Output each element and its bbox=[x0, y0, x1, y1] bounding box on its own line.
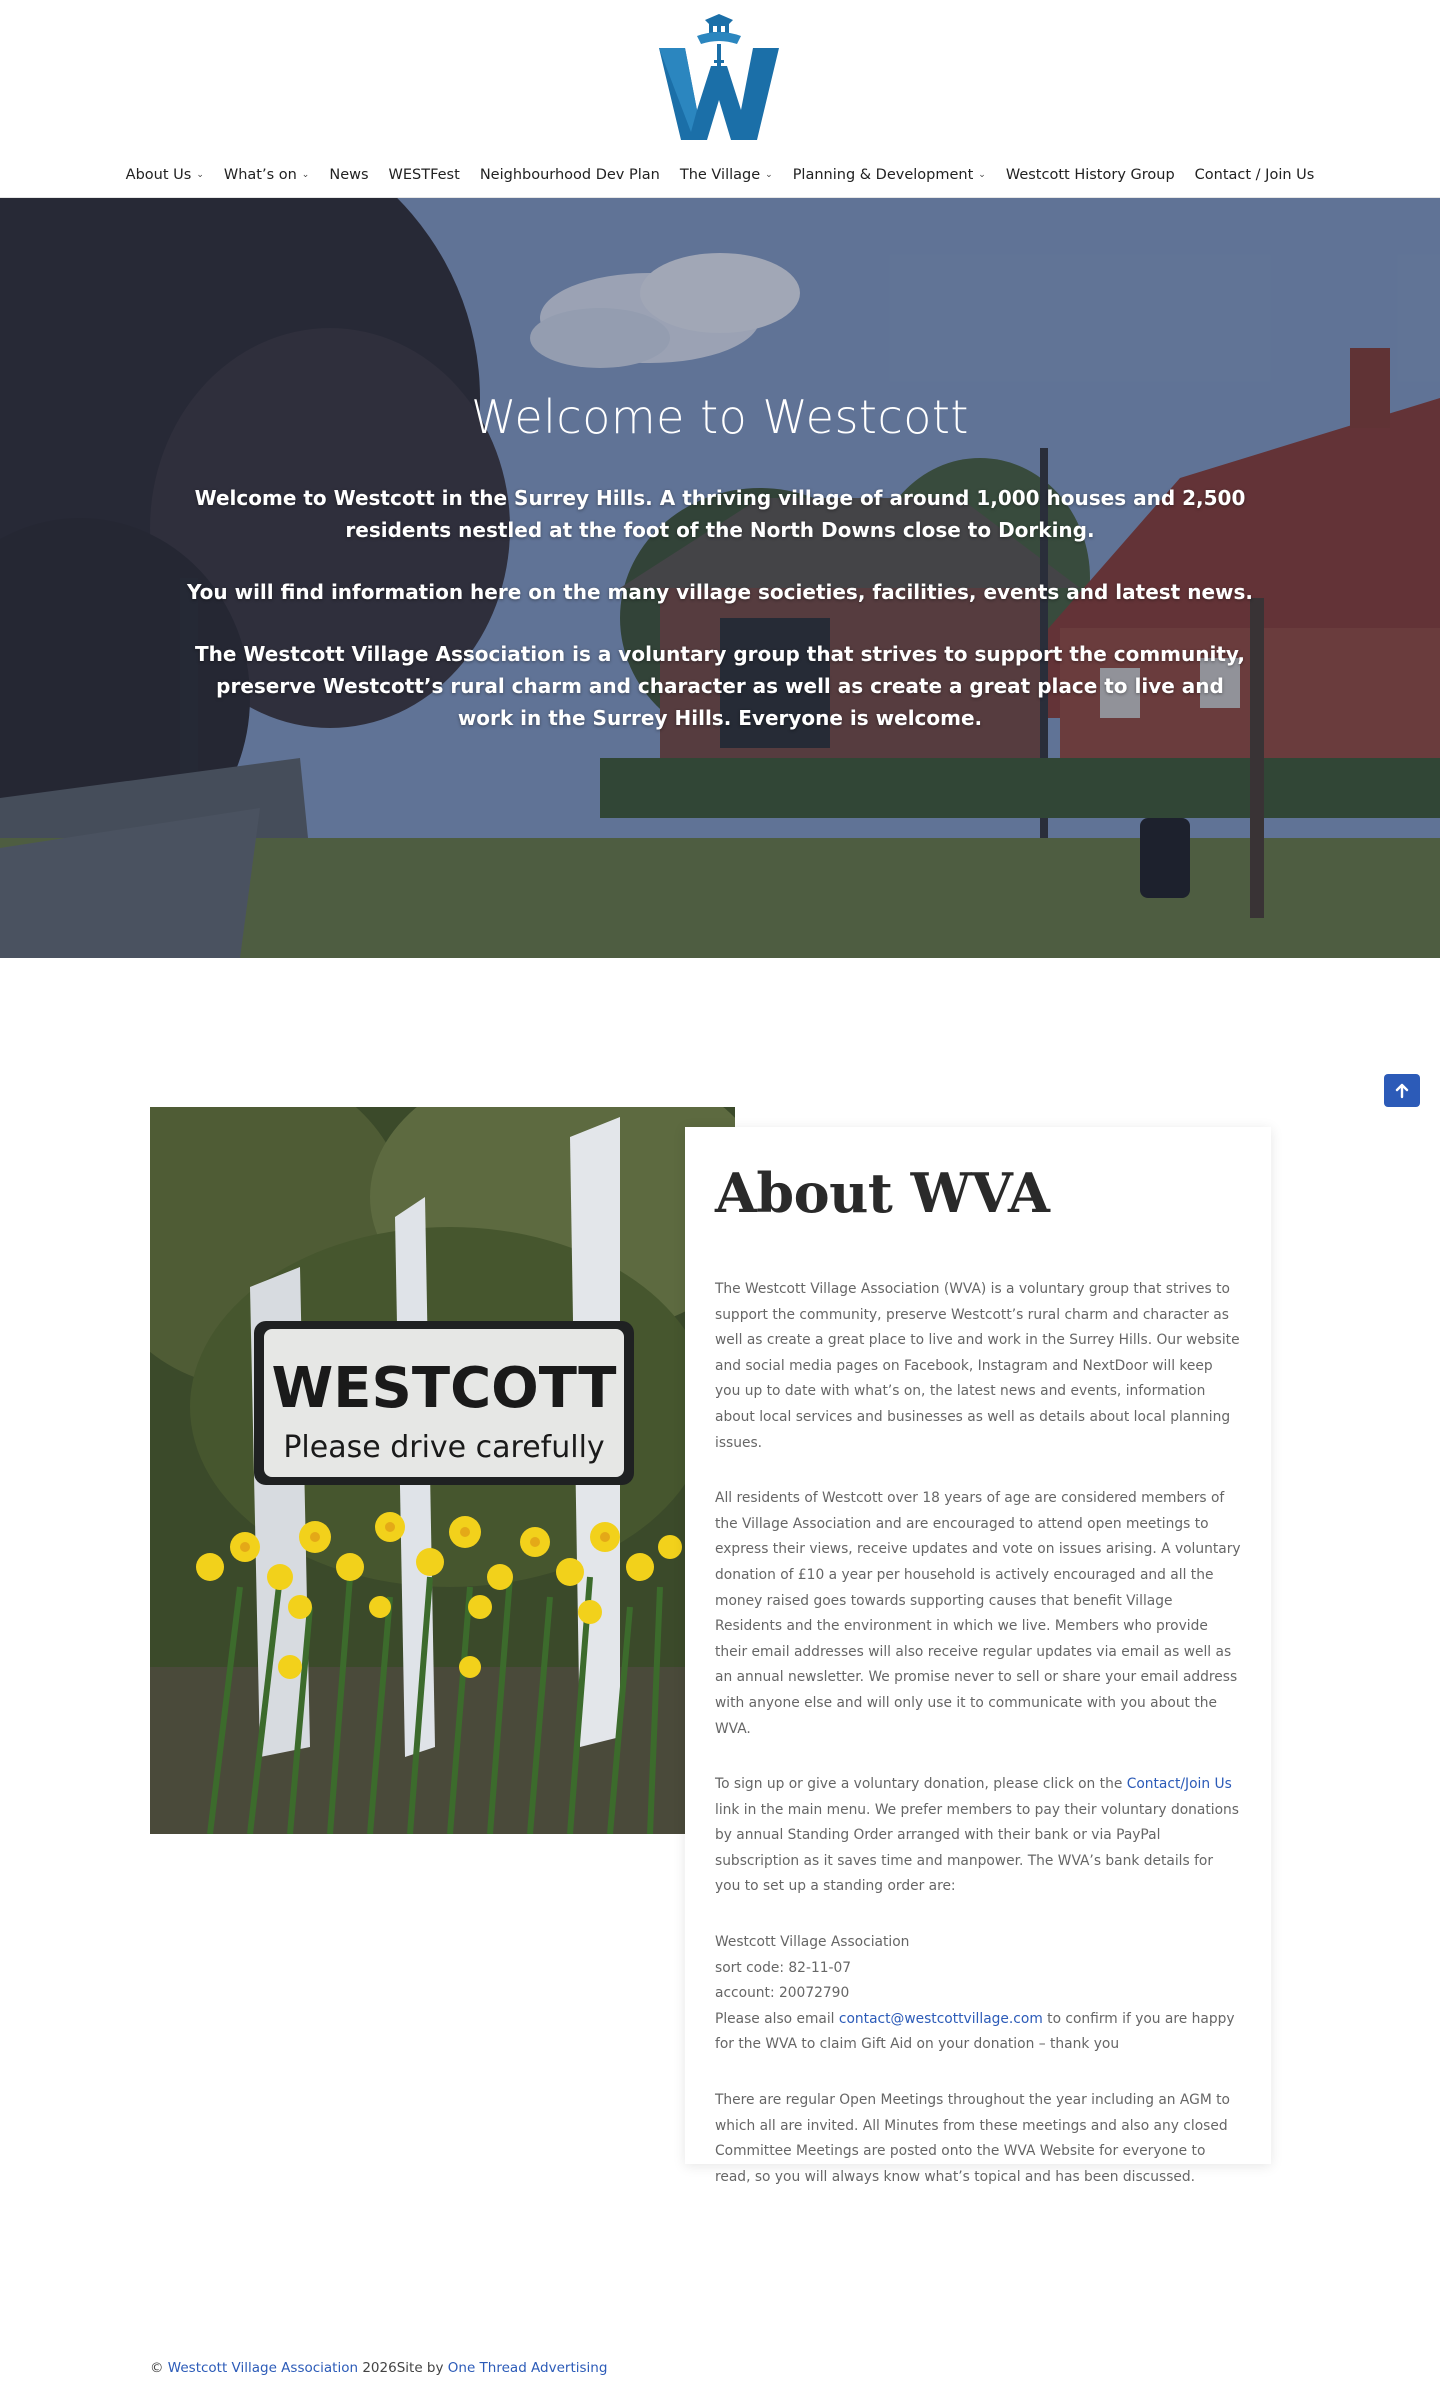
bank-details bbox=[715, 1930, 1241, 2058]
about-card bbox=[685, 1127, 1271, 2185]
site-header bbox=[0, 0, 1440, 198]
about-paragraph-3 bbox=[715, 1772, 1241, 1900]
westcott-sign-photo bbox=[150, 1107, 735, 1834]
footer-org-link[interactable]: Westcott Village Association bbox=[167, 2360, 359, 2376]
nav-item-label: News bbox=[329, 167, 369, 183]
footer-year-text: 2026Site by bbox=[362, 2360, 444, 2376]
scroll-to-top-button[interactable] bbox=[1384, 1074, 1420, 1107]
about-paragraph-2: All residents of Westcott over 18 years of age are considered members of the Village Association and are encouraged to attend open meetings to express their views, receive updates and vote on issues arising. A voluntary donation of £10 a year per household is actively encouraged and all the money raised goes towards supporting causes that benefit Village Residents and the environment in which we live. Members who provide their email addresses will also receive regular updates via email as well as an annual newsletter. We promise never to sell or share your email address with anyone else and will only use it to communicate with you about the WVA. bbox=[715, 1490, 1241, 1737]
about-paragraph-5: There are regular Open Meetings throughout the year including an AGM to which all are invited. All Minutes from these meetings and also any closed Committee Meetings are posted onto the WVA Website for everyone to read, so you will always know what’s topical and has been discussed. bbox=[715, 2092, 1230, 2185]
bank-name: Westcott Village Association bbox=[715, 1934, 910, 1951]
account-number: account: 20072790 bbox=[715, 1985, 850, 2002]
nav-item-about-us[interactable] bbox=[116, 162, 214, 188]
hero-banner bbox=[0, 198, 1440, 958]
chevron-down-icon: ⌄ bbox=[196, 170, 204, 180]
about-paragraph-1: The Westcott Village Association (WVA) is a voluntary group that strives to support the community, preserve Westcott’s rural charm and character as well as create a great place to live and work in the Surrey Hills. Our website and social media pages on Facebook, Instagram and NextDoor will keep you up to date with what’s on, the latest news and events, information about local services and businesses as well as details about local planning issues. bbox=[715, 1281, 1240, 1451]
chevron-down-icon: ⌄ bbox=[301, 170, 310, 180]
hero-title: Welcome to Westcott bbox=[471, 390, 969, 444]
nav-item-planning-development[interactable] bbox=[783, 162, 996, 188]
nav-item-what-s-on[interactable] bbox=[214, 162, 319, 188]
nav-item-label: Westcott History Group bbox=[1005, 167, 1175, 183]
sort-code: sort code: 82-11-07 bbox=[715, 1959, 852, 1976]
nav-item-the-village[interactable] bbox=[670, 162, 783, 188]
chevron-down-icon: ⌄ bbox=[765, 170, 773, 180]
hero-info: You will find information here on the many village societies, facilities, events and latest news. bbox=[187, 580, 1253, 604]
copyright-symbol: © bbox=[150, 2360, 164, 2376]
nav-item-label: Neighbourhood Dev Plan bbox=[479, 167, 660, 183]
nav-item-news[interactable] bbox=[319, 162, 378, 188]
main-nav bbox=[0, 162, 1440, 188]
nav-item-neighbourhood-dev-plan[interactable] bbox=[470, 162, 670, 188]
hero-wva: The Westcott Village Association is a voluntary group that strives to support the community, preserve Westcott’s rural charm and character as well as create a great place to live and work in the Surrey Hills. Everyone is welcome. bbox=[195, 642, 1245, 730]
arrow-up-icon bbox=[1394, 1083, 1410, 1099]
nav-item-label: The Village bbox=[679, 167, 761, 183]
hero-intro: Welcome to Westcott in the Surrey Hills. A thriving village of around 1,000 houses and 2,500 residents nestled at the foot of the North Downs close to Dorking. bbox=[194, 486, 1246, 542]
sign-line1: WESTCOTT bbox=[271, 1356, 617, 1421]
nav-item-label: Planning & Development bbox=[792, 167, 974, 183]
about-p3-text-before: To sign up or give a voluntary donation, please click on the bbox=[715, 1776, 1127, 1793]
nav-item-label: Contact / Join Us bbox=[1194, 167, 1315, 183]
contact-email-link[interactable]: contact@westcottvillage.com bbox=[838, 2010, 1043, 2027]
nav-item-westfest[interactable] bbox=[379, 162, 470, 188]
nav-item-label: What’s on bbox=[223, 167, 297, 183]
site-logo[interactable] bbox=[657, 14, 783, 142]
about-p3-text-after: link in the main menu. We prefer members to pay their voluntary donations by annual Standing Order arranged with their bank or via PayPal subscription as it saves time and manpower. The WVA’s bank details for you to set up a standing order are: bbox=[715, 1801, 1239, 1895]
site-footer bbox=[150, 2360, 607, 2376]
contact-join-link[interactable]: Contact/Join Us bbox=[1126, 1776, 1232, 1793]
sign-line2: Please drive carefully bbox=[283, 1430, 605, 1465]
wva-logo-icon bbox=[657, 14, 783, 142]
chevron-down-icon: ⌄ bbox=[978, 170, 986, 180]
email-text-after: to confirm if you are happy for the WVA to claim Gift Aid on your donation – thank you bbox=[715, 2010, 1235, 2053]
footer-agency-link[interactable]: One Thread Advertising bbox=[447, 2360, 608, 2376]
about-title: About WVA bbox=[715, 1161, 1050, 1225]
nav-item-westcott-history-group[interactable] bbox=[996, 162, 1185, 188]
nav-item-contact-join-us[interactable] bbox=[1185, 162, 1325, 188]
westcott-sign-image bbox=[150, 1107, 735, 1834]
nav-item-label: WESTFest bbox=[388, 167, 460, 183]
nav-item-label: About Us bbox=[125, 167, 192, 183]
email-text-before: Please also email bbox=[715, 2010, 839, 2027]
